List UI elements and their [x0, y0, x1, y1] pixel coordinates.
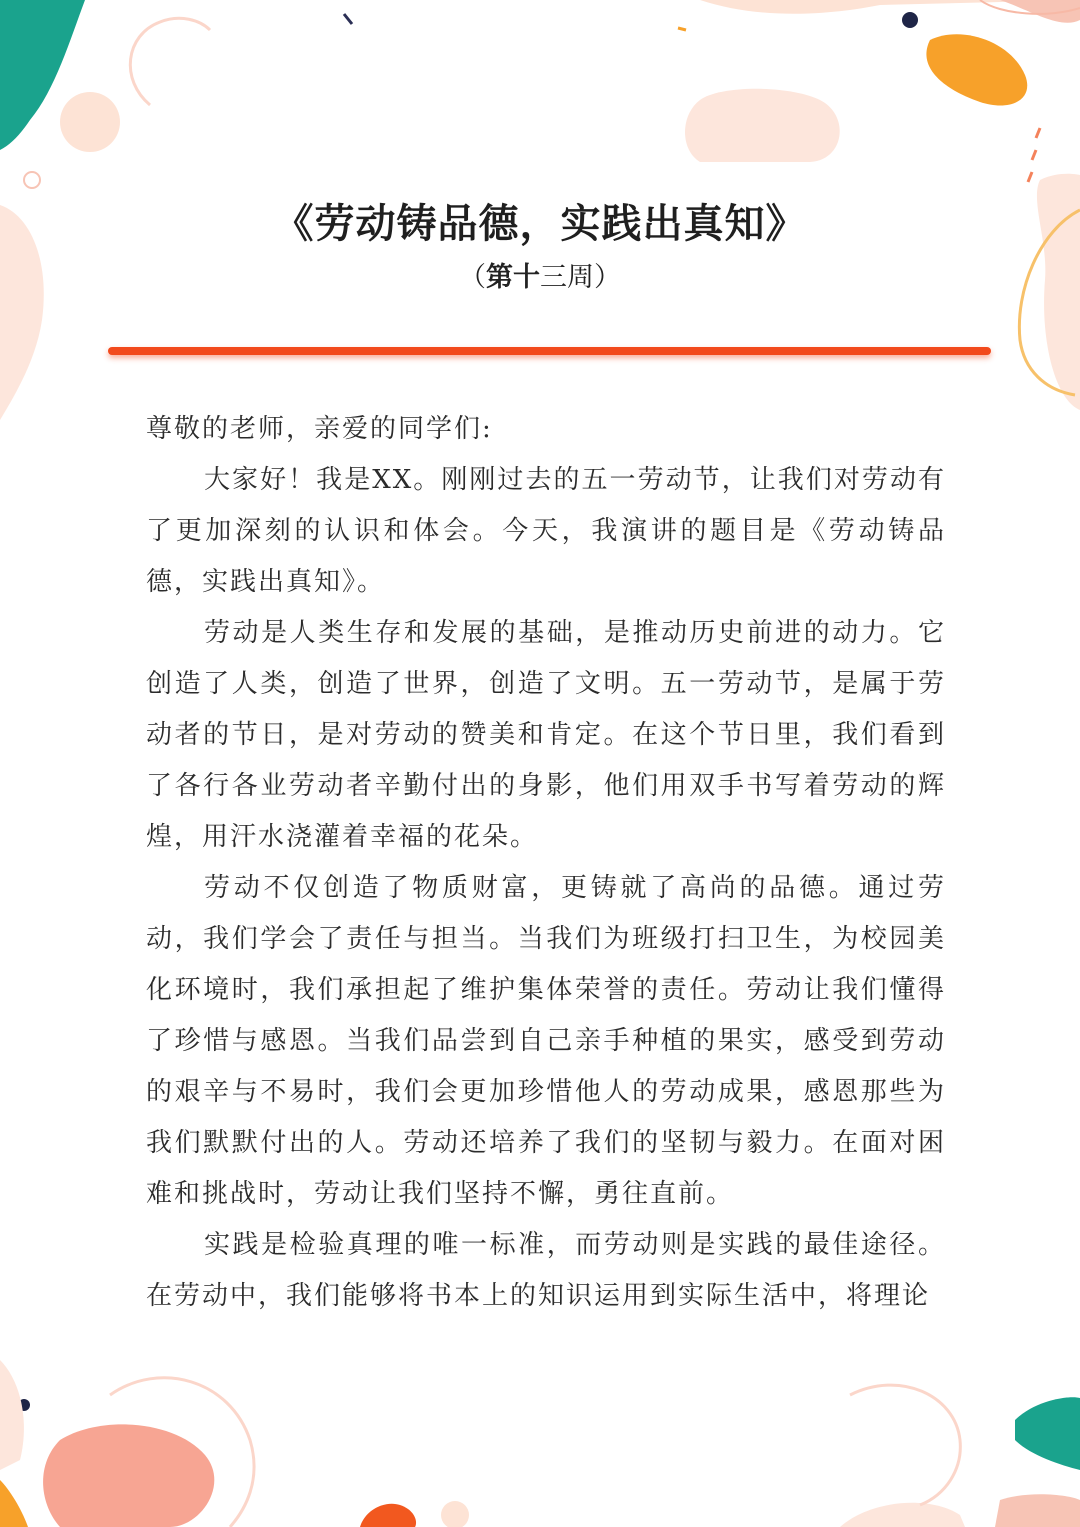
speech-body [146, 404, 946, 1322]
peach-wave-top-right [700, 0, 1080, 14]
document-subtitle [0, 258, 1080, 298]
orange-blob-top-right [926, 34, 1027, 105]
salutation: 尊敬的老师，亲爱的同学们: [146, 414, 493, 444]
peach-bubble-top-left [60, 92, 120, 152]
dash-right-1 [1036, 128, 1040, 138]
paragraph-2: 劳动是人类生存和发展的基础，是推动历史前进的动力。它创造了人类，创造了世界，创造了文明。五一劳动节，是属于劳动者的节日，是对劳动的赞美和肯定。在这个节日里，我们看到了各行各业劳动者辛勤付出的身影，他们用双手书写着劳动的辉煌，用汗水浇灌着幸福的花朵。 [146, 618, 946, 852]
teal-blob-bottom-right [1015, 1397, 1080, 1470]
navy-dot-bottom-left [18, 1399, 30, 1411]
subtitle-open-paren: （ [459, 262, 486, 293]
dash-top-center-orange [678, 28, 686, 30]
arc-bottom-right [850, 1385, 960, 1505]
accent-divider [108, 347, 991, 355]
dash-top-center [344, 14, 352, 24]
subtitle-week-light: 三周 [540, 262, 594, 293]
salmon-band-top-right [1000, 0, 1080, 23]
arc-top-right-peach [980, 0, 1080, 14]
subtitle-close-paren: ） [594, 262, 621, 293]
subtitle-week-bold: 第十 [486, 262, 540, 293]
salmon-blob-bottom-right [995, 1494, 1080, 1527]
arc-bottom-left [110, 1378, 254, 1527]
document-title: 《劳动铸品德，实践出真知》 [273, 200, 807, 247]
peach-blob-bottom-left-2 [0, 1360, 24, 1470]
teal-blob-top-left [0, 0, 85, 150]
paragraph-3: 劳动不仅创造了物质财富，更铸就了高尚的品德。通过劳动，我们学会了责任与担当。当我们为班级打扫卫生，为校园美化环境时，我们承担起了维护集体荣誉的责任。劳动让我们懂得了珍惜与感恩。当我们品尝到自己亲手种植的果实，感受到劳动的艰辛与不易时，我们会更加珍惜他人的劳动成果，感恩那些为我们默默付出的人。劳动还培养了我们的坚韧与毅力。在面对困难和挑战时，劳动让我们坚持不懈，勇往直前。 [146, 873, 946, 1209]
dash-right-2 [1032, 150, 1036, 160]
ring-small-top-left [24, 172, 40, 188]
peach-bubble-bottom-center [441, 1501, 469, 1527]
navy-dot-top-right [902, 12, 918, 28]
paragraph-4: 实践是检验真理的唯一标准，而劳动则是实践的最佳途径。在劳动中，我们能够将书本上的知识运用到实际生活中，将理论 [146, 1230, 946, 1311]
peach-pill-top-right [685, 89, 840, 162]
dash-right-3 [1028, 172, 1032, 182]
red-orange-blob-bottom-center [360, 1504, 416, 1527]
peach-blob-bottom-right [840, 1503, 965, 1527]
salmon-blob-bottom-left [43, 1424, 214, 1527]
arc-top-left [130, 18, 210, 105]
paragraph-1: 大家好！我是XX。刚刚过去的五一劳动节，让我们对劳动有了更加深刻的认识和体会。今天，我演讲的题目是《劳动铸品德，实践出真知》。 [146, 465, 946, 597]
orange-sliver-bottom-left [0, 1480, 28, 1527]
